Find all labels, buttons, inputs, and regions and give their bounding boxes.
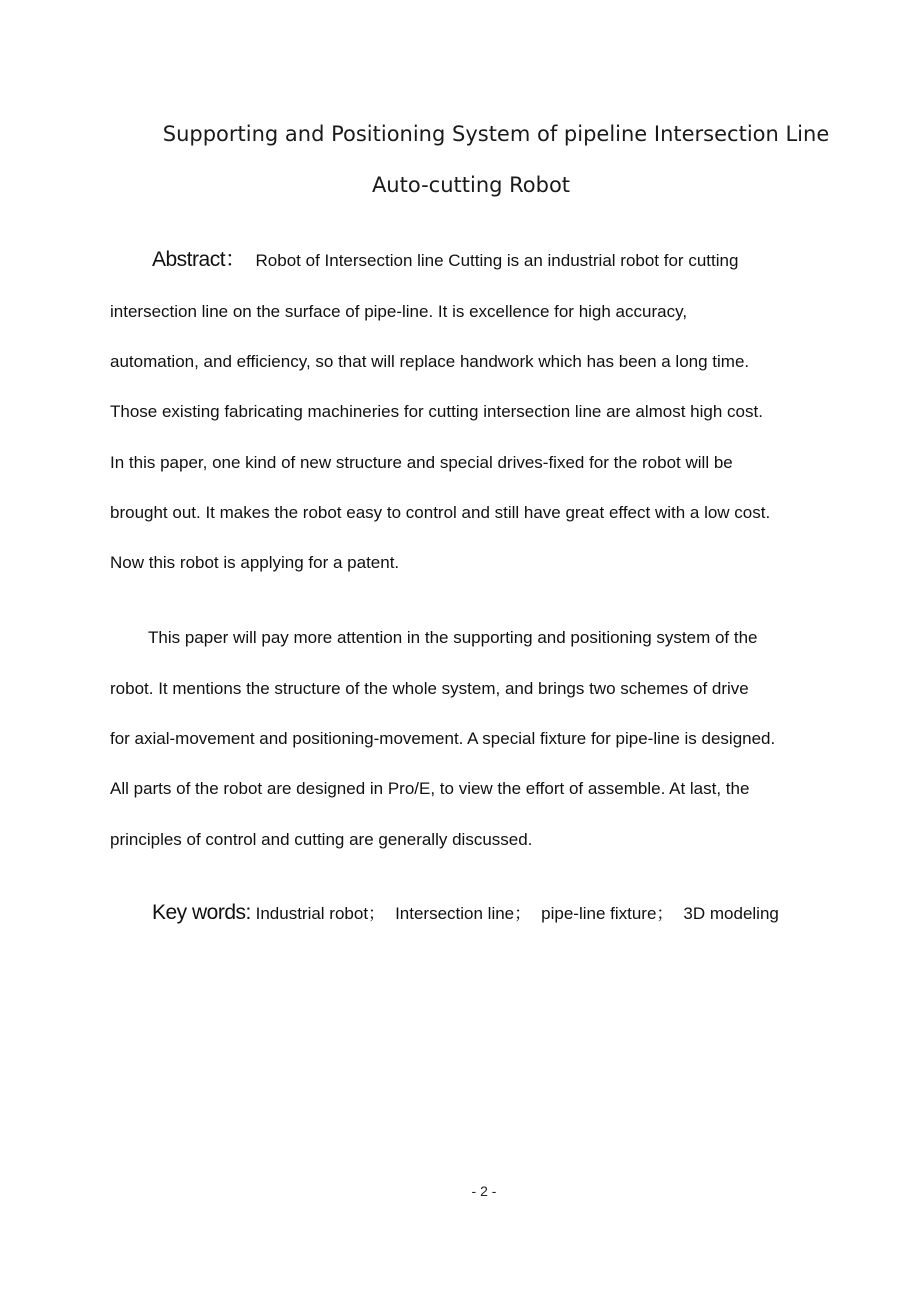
keyword-item: Industrial robot； — [255, 904, 386, 923]
keyword-item: 3D modeling — [683, 904, 779, 923]
paper-title-line-2: Auto-cutting Robot — [371, 173, 571, 197]
page-number: - 2 - — [471, 1183, 497, 1199]
abstract-line: Those existing fabricating machineries for cutting intersection line are almost high cost. — [110, 402, 763, 421]
paper-title-line-1: Supporting and Positioning System of pipeline Intersection Line — [162, 122, 830, 146]
abstract-line: Robot of Intersection line Cutting is an industrial robot for cutting — [255, 251, 739, 270]
abstract-line: In this paper, one kind of new structure and special drives-fixed for the robot will be — [110, 453, 733, 472]
keyword-item: Intersection line； — [395, 904, 532, 923]
abstract-line: automation, and efficiency, so that will replace handwork which has been a long time. — [110, 352, 750, 371]
abstract-line: intersection line on the surface of pipe-line. It is excellence for high accuracy, — [110, 302, 688, 321]
abstract-label: Abstract： — [152, 248, 246, 271]
keyword-item: pipe-line fixture； — [541, 904, 674, 923]
body-paragraph-line: This paper will pay more attention in the supporting and positioning system of the — [148, 628, 758, 647]
abstract-line: brought out. It makes the robot easy to control and still have great effect with a low cost. — [110, 503, 771, 522]
keywords-label: Key words: — [152, 901, 251, 924]
body-paragraph-line: robot. It mentions the structure of the whole system, and brings two schemes of drive — [110, 679, 749, 698]
body-paragraph-line: principles of control and cutting are generally discussed. — [110, 830, 533, 849]
keywords-line — [152, 903, 779, 924]
abstract-first-line — [152, 250, 738, 271]
abstract-line: Now this robot is applying for a patent. — [110, 553, 400, 572]
body-paragraph-line: All parts of the robot are designed in Pro/E, to view the effort of assemble. At last, the — [110, 779, 750, 798]
body-paragraph-line: for axial-movement and positioning-movement. A special fixture for pipe-line is designed. — [110, 729, 776, 748]
